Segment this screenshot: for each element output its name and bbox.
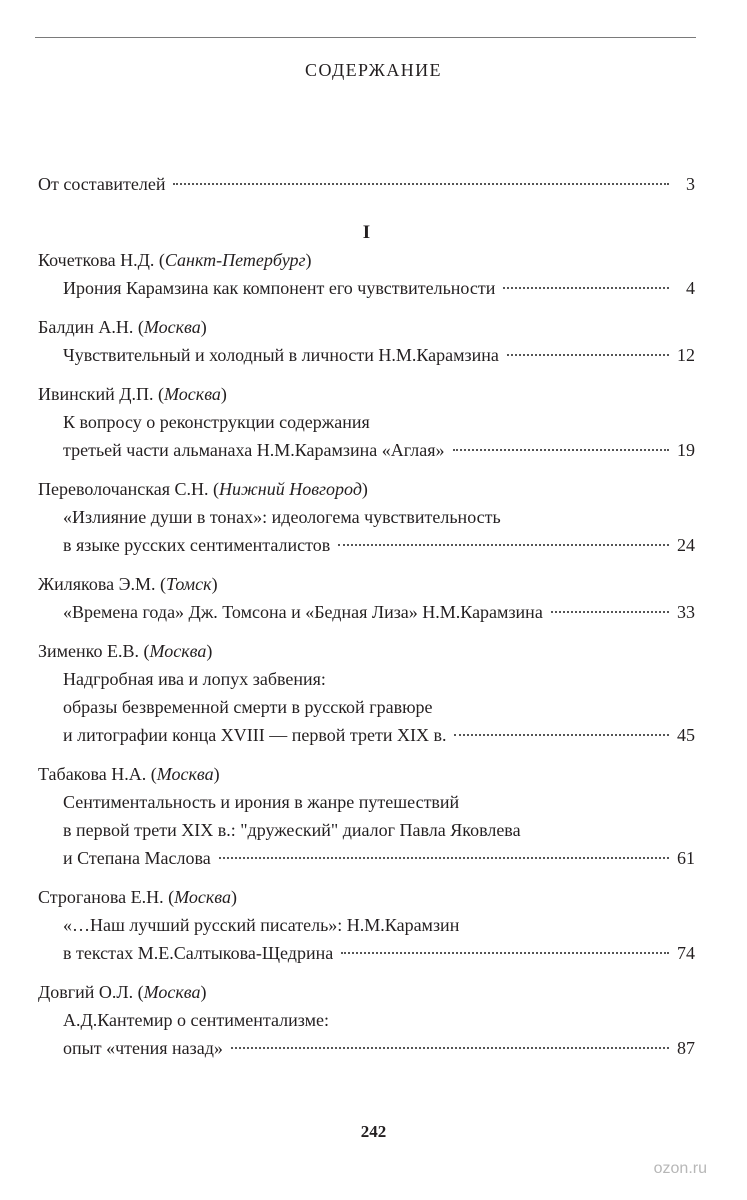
toc-title-text: и литографии конца XVIII — первой трети XIX в. xyxy=(63,725,447,745)
toc-city: Москва xyxy=(174,887,231,907)
toc-city: Москва xyxy=(143,982,201,1002)
toc-author: Зименко Е.В. xyxy=(38,641,139,661)
paren-close: ) xyxy=(211,574,218,594)
toc-author: Ивинский Д.П. xyxy=(38,384,154,404)
toc-title-line xyxy=(38,816,695,844)
paren-open: ( xyxy=(153,384,165,404)
toc-title-text: Сентиментальность и ирония в жанре путешествий xyxy=(63,792,460,812)
toc-title-text: и Степана Маслова xyxy=(63,848,211,868)
toc-page-number: 61 xyxy=(677,848,695,868)
paren-close: ) xyxy=(305,250,312,270)
toc-entry-author-line xyxy=(38,637,695,665)
toc-title-line xyxy=(38,911,695,939)
toc-page-number: 19 xyxy=(677,440,695,460)
paren-open: ( xyxy=(133,982,144,1002)
watermark: ozon.ru xyxy=(653,1160,707,1177)
toc-title-line xyxy=(38,274,695,302)
paren-close: ) xyxy=(220,384,227,404)
toc-entry-author-line xyxy=(38,380,695,408)
leader-dots xyxy=(219,857,669,859)
leader-dots xyxy=(341,952,669,954)
toc-title-text: К вопросу о реконструкции содержания xyxy=(63,412,370,432)
toc-title-line xyxy=(38,693,695,721)
toc-entry xyxy=(38,760,695,872)
section-numeral: I xyxy=(362,222,371,243)
toc-title-line xyxy=(38,844,695,872)
toc-city: Санкт-Петербург xyxy=(164,250,306,270)
paren-open: ( xyxy=(146,764,157,784)
toc-title-text: образы безвременной смерти в русской гравюре xyxy=(63,697,433,717)
toc-city: Москва xyxy=(156,764,214,784)
toc-author: Довгий О.Л. xyxy=(38,982,134,1002)
table-of-contents xyxy=(38,170,695,1062)
toc-page-number: 74 xyxy=(677,943,695,963)
leader-dots xyxy=(173,183,669,185)
toc-entry xyxy=(38,246,695,302)
paren-open: ( xyxy=(139,641,150,661)
toc-title-line xyxy=(38,598,695,626)
toc-title-text: Надгробная ива и лопух забвения: xyxy=(63,669,326,689)
toc-author: Строганова Е.Н. xyxy=(38,887,164,907)
toc-title-text: «…Наш лучший русский писатель»: Н.М.Карамзин xyxy=(63,915,460,935)
toc-entry xyxy=(38,883,695,967)
toc-title-line xyxy=(38,721,695,749)
toc-title-text: А.Д.Кантемир о сентиментализме: xyxy=(63,1010,329,1030)
paren-close: ) xyxy=(200,317,207,337)
leader-dots xyxy=(453,449,670,451)
toc-title-line xyxy=(38,939,695,967)
toc-title-text: третьей части альманаха Н.М.Карамзина «Аглая» xyxy=(63,440,445,460)
toc-title-line xyxy=(38,1006,695,1034)
leader-dots xyxy=(507,354,669,356)
toc-entry-author-line xyxy=(38,475,695,503)
toc-title-text: в первой трети XIX в.: "дружеский" диалог Павла Яковлева xyxy=(63,820,521,840)
leader-dots xyxy=(551,611,669,613)
toc-title-text: Ирония Карамзина как компонент его чувствительности xyxy=(63,278,496,298)
toc-page-number: 45 xyxy=(677,725,695,745)
toc-preface-text: От составителей xyxy=(38,174,166,194)
toc-title-line xyxy=(38,788,695,816)
paren-close: ) xyxy=(200,982,207,1002)
toc-title-line xyxy=(38,665,695,693)
toc-city: Москва xyxy=(149,641,207,661)
toc-author: Кочеткова Н.Д. xyxy=(38,250,155,270)
toc-title-text: «Излияние души в тонах»: идеологема чувствительность xyxy=(63,507,501,527)
toc-title-text: Чувствительный и холодный в личности Н.М.Карамзина xyxy=(63,345,499,365)
toc-entry-author-line xyxy=(38,978,695,1006)
toc-title-line xyxy=(38,341,695,369)
toc-preface xyxy=(38,170,695,198)
toc-page-number: 87 xyxy=(677,1038,695,1058)
toc-title-text: опыт «чтения назад» xyxy=(63,1038,223,1058)
top-rule xyxy=(35,37,696,38)
page-number: 242 xyxy=(360,1122,387,1141)
toc-page-number: 33 xyxy=(677,602,695,622)
toc-entry-author-line xyxy=(38,313,695,341)
toc-title-line xyxy=(38,436,695,464)
toc-author: Жилякова Э.М. xyxy=(38,574,156,594)
toc-entry xyxy=(38,570,695,626)
toc-page-number: 12 xyxy=(677,345,695,365)
toc-title-line xyxy=(38,531,695,559)
toc-entry-author-line xyxy=(38,570,695,598)
toc-page-number: 24 xyxy=(677,535,695,555)
paren-open: ( xyxy=(163,887,175,907)
toc-entry-author-line xyxy=(38,883,695,911)
toc-page-number: 4 xyxy=(686,278,695,298)
toc-title-line xyxy=(38,408,695,436)
toc-title-text: в языке русских сентименталистов xyxy=(63,535,331,555)
toc-city: Москва xyxy=(164,384,221,404)
toc-author: Табакова Н.А. xyxy=(38,764,147,784)
toc-title-text: в текстах М.Е.Салтыкова-Щедрина xyxy=(63,943,334,963)
toc-city: Томск xyxy=(166,574,212,594)
toc-entry xyxy=(38,637,695,749)
toc-title-line xyxy=(38,503,695,531)
toc-city: Москва xyxy=(143,317,201,337)
paren-close: ) xyxy=(230,887,237,907)
page-title: СОДЕРЖАНИЕ xyxy=(305,60,442,80)
paren-open: ( xyxy=(155,574,166,594)
leader-dots xyxy=(503,287,669,289)
toc-entry xyxy=(38,978,695,1062)
paren-close: ) xyxy=(213,764,220,784)
toc-page-number: 3 xyxy=(686,174,695,194)
paren-close: ) xyxy=(361,479,368,499)
toc-title-line xyxy=(38,1034,695,1062)
toc-entry-author-line xyxy=(38,760,695,788)
toc-entries xyxy=(38,246,695,1062)
toc-entry xyxy=(38,380,695,464)
leader-dots xyxy=(231,1047,669,1049)
toc-author: Балдин А.Н. xyxy=(38,317,134,337)
paren-open: ( xyxy=(154,250,165,270)
leader-dots xyxy=(454,734,669,736)
toc-author: Переволочанская С.Н. xyxy=(38,479,209,499)
paren-open: ( xyxy=(133,317,144,337)
toc-title-text: «Времена года» Дж. Томсона и «Бедная Лиза» Н.М.Карамзина xyxy=(63,602,543,622)
leader-dots xyxy=(338,544,669,546)
toc-entry-author-line xyxy=(38,246,695,274)
toc-entry xyxy=(38,475,695,559)
toc-city: Нижний Новгород xyxy=(219,479,362,499)
paren-open: ( xyxy=(208,479,220,499)
toc-entry xyxy=(38,313,695,369)
paren-close: ) xyxy=(206,641,213,661)
